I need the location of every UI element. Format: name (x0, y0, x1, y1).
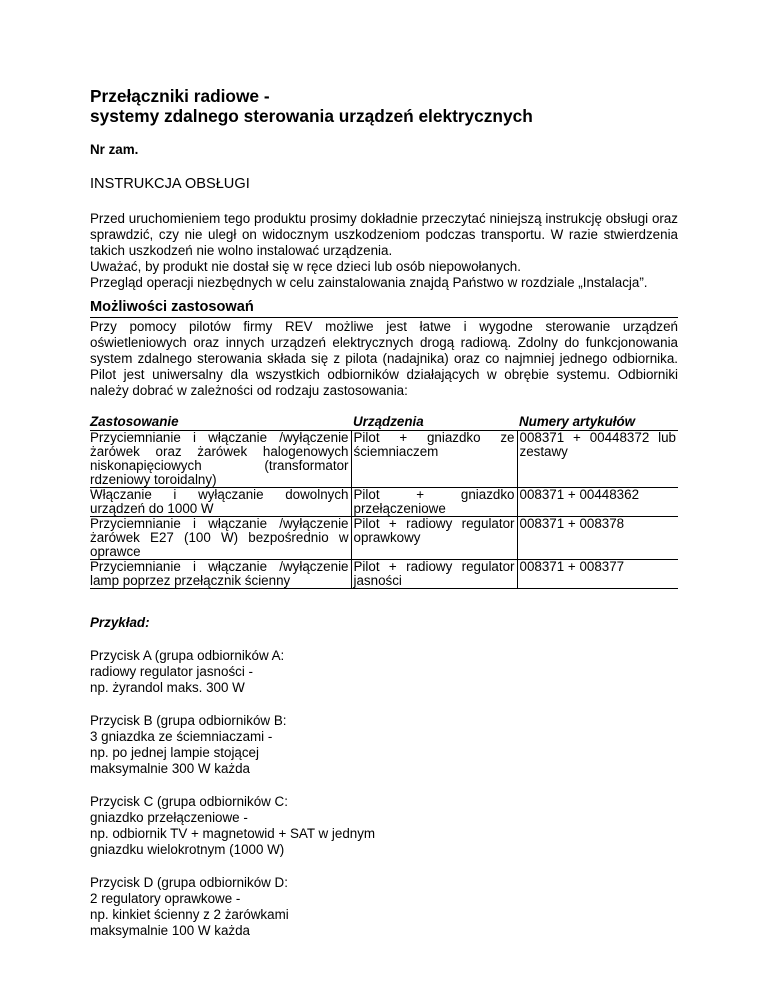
table-row (90, 560, 678, 589)
example-button-b (90, 713, 678, 777)
table-cell-devices: Pilot + gniazdko ze ściemniaczem (351, 431, 517, 488)
example-button-c (90, 794, 678, 858)
title-line-1: Przełączniki radiowe - (90, 86, 270, 106)
table-cell-usage: Włączanie i wyłączanie dowolnych urządzeń do 1000 W (90, 488, 351, 517)
intro-paragraph-3: Przegląd operacji niezbędnych w celu zainstalowania znajdą Państwo w rozdziale „Instalacja”. (90, 275, 648, 290)
header-article-numbers: Numery artykułów (517, 415, 678, 431)
example-line: gniazdku wielokrotnym (1000 W) (90, 842, 285, 857)
table-cell-devices: Pilot + radiowy regulator jasności (351, 560, 517, 589)
table-cell-article-numbers: 008371 + 00448362 (517, 488, 678, 517)
applications-text: Przy pomocy pilotów firmy REV możliwe jest łatwe i wygodne sterowanie urządzeń oświetleniowych oraz innych urządzeń elektrycznych drogą radiową. Zdolny do funkcjonowania system zdalnego sterowania składa się z pilota (nadajnika) oraz co najmniej jednego odbiornika. Pilot jest uniwersalny dla wszystkich odbiorników działających w obrębie systemu. Odbiorniki należy dobrać w zależności od rodzaju zastosowania: (90, 319, 678, 398)
table-cell-article-numbers: 008371 + 008378 (517, 517, 678, 560)
document-content (90, 86, 678, 939)
example-heading: Przykład: (90, 615, 150, 630)
example-line: Przycisk D (grupa odbiorników D: (90, 875, 288, 890)
table-cell-article-numbers: 008371 + 008377 (517, 560, 678, 589)
example-line: gniazdko przełączeniowe - (90, 810, 248, 825)
title-line-2: systemy zdalnego sterowania urządzeń elektrycznych (90, 106, 533, 126)
example-button-a (90, 648, 678, 696)
table-row (90, 431, 678, 488)
example-line: maksymalnie 100 W każda (90, 923, 251, 938)
table-cell-usage: Przyciemnianie i włączanie /wyłączenie żarówek E27 (100 W) bezpośrednio w oprawce (90, 517, 351, 560)
applications-heading: Możliwości zastosowań (90, 299, 678, 318)
example-button-d (90, 875, 678, 939)
document-title (90, 86, 678, 126)
applications-table (90, 415, 678, 589)
intro-paragraph-1: Przed uruchomieniem tego produktu prosimy dokładnie przeczytać niniejszą instrukcję obsługi oraz sprawdzić, czy nie uległ on widocznym uszkodzeniom podczas transportu. W razie stwierdzenia takich uszkodzeń nie wolno instalować urządzenia. (90, 211, 678, 258)
example-line: radiowy regulator jasności - (90, 664, 253, 679)
table-cell-devices: Pilot + gniazdko przełączeniowe (351, 488, 517, 517)
table-cell-article-numbers: 008371 + 00448372 lub zestawy (517, 431, 678, 488)
example-line: np. żyrandol maks. 300 W (90, 680, 245, 695)
example-line: Przycisk A (grupa odbiorników A: (90, 648, 285, 663)
order-number: Nr zam. (90, 142, 139, 157)
table-header-row (90, 415, 678, 431)
example-line: 3 gniazdka ze ściemniaczami - (90, 729, 273, 744)
example-line: np. po jednej lampie stojącej (90, 745, 259, 760)
table-row (90, 517, 678, 560)
header-usage: Zastosowanie (90, 415, 351, 431)
manual-title: INSTRUKCJA OBSŁUGI (90, 176, 250, 192)
example-line: Przycisk B (grupa odbiorników B: (90, 713, 287, 728)
table-row (90, 488, 678, 517)
header-devices: Urządzenia (351, 415, 517, 431)
example-line: np. kinkiet ścienny z 2 żarówkami (90, 907, 289, 922)
example-line: Przycisk C (grupa odbiorników C: (90, 794, 288, 809)
example-line: maksymalnie 300 W każda (90, 761, 251, 776)
intro-paragraph-2: Uważać, by produkt nie dostał się w ręce dzieci lub osób niepowołanych. (90, 259, 521, 274)
table-cell-usage: Przyciemnianie i włączanie /wyłączenie żarówek oraz żarówek halogenowych niskonapięciowych (transformator rdzeniowy toroidalny) (90, 431, 351, 488)
example-line: np. odbiornik TV + magnetowid + SAT w jednym (90, 826, 376, 841)
table-cell-devices: Pilot + radiowy regulator oprawkowy (351, 517, 517, 560)
table-cell-usage: Przyciemnianie i włączanie /wyłączenie lamp poprzez przełącznik ścienny (90, 560, 351, 589)
intro-section (90, 211, 678, 291)
example-line: 2 regulatory oprawkowe - (90, 891, 241, 906)
